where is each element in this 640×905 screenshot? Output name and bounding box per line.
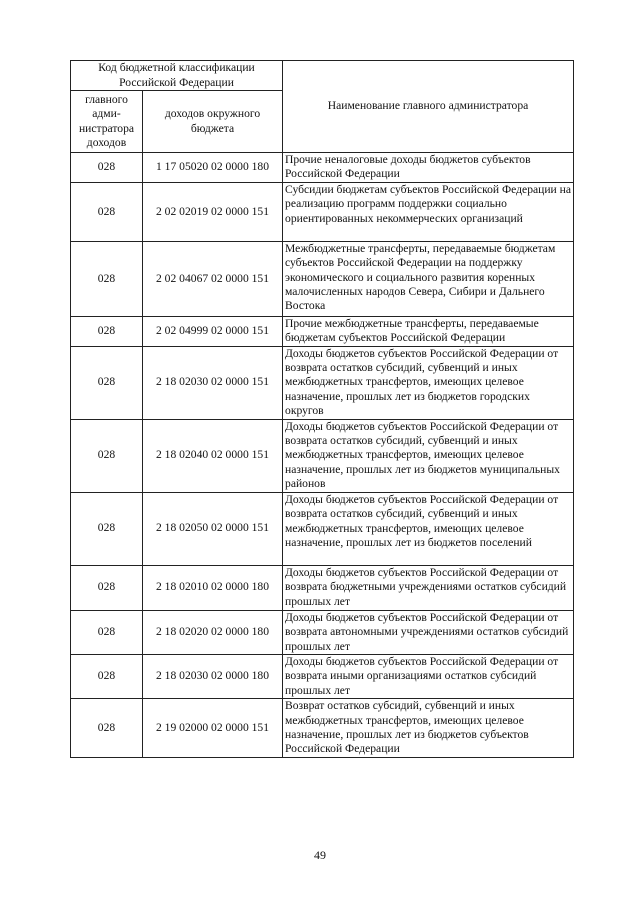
admin-code-cell: 028 <box>71 346 143 419</box>
income-code-cell: 2 18 02030 02 0000 151 <box>143 346 283 419</box>
table-row <box>71 565 574 610</box>
income-code-cell: 2 18 02010 02 0000 180 <box>143 565 283 610</box>
table-row <box>71 654 574 698</box>
header-classification-code: Код бюджетной классификации Российской Федерации <box>71 61 283 91</box>
header-district-income: доходов окружного бюджета <box>143 91 283 153</box>
table-row <box>71 241 574 316</box>
income-code-cell: 2 02 02019 02 0000 151 <box>143 182 283 241</box>
admin-code-cell: 028 <box>71 241 143 316</box>
admin-name-cell: Возврат остатков субсидий, субвенций и иных межбюджетных трансфертов, имеющих целевое назначение, прошлых лет из бюджетов субъектов Российской Федерации <box>283 699 574 758</box>
header-admin-name: Наименование главного администратора <box>283 61 574 153</box>
income-code-cell: 1 17 05020 02 0000 180 <box>143 153 283 183</box>
income-code-cell: 2 19 02000 02 0000 151 <box>143 699 283 758</box>
table-row <box>71 610 574 654</box>
income-code-cell: 2 02 04067 02 0000 151 <box>143 241 283 316</box>
admin-code-cell: 028 <box>71 182 143 241</box>
table-row <box>71 492 574 565</box>
income-code-cell: 2 18 02040 02 0000 151 <box>143 419 283 492</box>
admin-name-cell: Прочие межбюджетные трансферты, передаваемые бюджетам субъектов Российской Федерации <box>283 316 574 346</box>
header-main-admin: главного адми-нистратора доходов <box>71 91 143 153</box>
page-number: 49 <box>314 848 326 862</box>
admin-name-cell: Доходы бюджетов субъектов Российской Федерации от возврата иными организациями остатков субсидий прошлых лет <box>283 654 574 698</box>
admin-code-cell: 028 <box>71 699 143 758</box>
admin-name-cell: Доходы бюджетов субъектов Российской Федерации от возврата остатков субсидий, субвенций и иных межбюджетных трансфертов, имеющих целевое назначение, прошлых лет из бюджетов городских округов <box>283 346 574 419</box>
admin-name-cell: Прочие неналоговые доходы бюджетов субъектов Российской Федерации <box>283 153 574 183</box>
admin-name-cell: Доходы бюджетов субъектов Российской Федерации от возврата остатков субсидий, субвенций и иных межбюджетных трансфертов, имеющих целевое назначение, прошлых лет из бюджетов поселений <box>283 492 574 565</box>
admin-code-cell: 028 <box>71 316 143 346</box>
table-row <box>71 346 574 419</box>
admin-code-cell: 028 <box>71 654 143 698</box>
admin-name-cell: Доходы бюджетов субъектов Российской Федерации от возврата остатков субсидий, субвенций и иных межбюджетных трансфертов, имеющих целевое назначение, прошлых лет из бюджетов муниципальных районов <box>283 419 574 492</box>
admin-name-cell: Доходы бюджетов субъектов Российской Федерации от возврата автономными учреждениями остатков субсидий прошлых лет <box>283 610 574 654</box>
income-code-cell: 2 18 02030 02 0000 180 <box>143 654 283 698</box>
admin-name-cell: Доходы бюджетов субъектов Российской Федерации от возврата бюджетными учреждениями остатков субсидий прошлых лет <box>283 565 574 610</box>
table-row <box>71 153 574 183</box>
admin-name-cell: Субсидии бюджетам субъектов Российской Федерации на реализацию программ поддержки социально ориентированных некоммерческих организаций <box>283 182 574 241</box>
table-row <box>71 419 574 492</box>
admin-code-cell: 028 <box>71 565 143 610</box>
table-row <box>71 182 574 241</box>
income-code-cell: 2 02 04999 02 0000 151 <box>143 316 283 346</box>
admin-code-cell: 028 <box>71 419 143 492</box>
income-code-cell: 2 18 02050 02 0000 151 <box>143 492 283 565</box>
admin-code-cell: 028 <box>71 492 143 565</box>
budget-classification-table <box>70 60 574 758</box>
income-code-cell: 2 18 02020 02 0000 180 <box>143 610 283 654</box>
table-row <box>71 316 574 346</box>
admin-code-cell: 028 <box>71 153 143 183</box>
table-row <box>71 699 574 758</box>
admin-name-cell: Межбюджетные трансферты, передаваемые бюджетам субъектов Российской Федерации на поддержку экономического и социального развития коренных малочисленных народов Севера, Сибири и Дальнего Востока <box>283 241 574 316</box>
admin-code-cell: 028 <box>71 610 143 654</box>
